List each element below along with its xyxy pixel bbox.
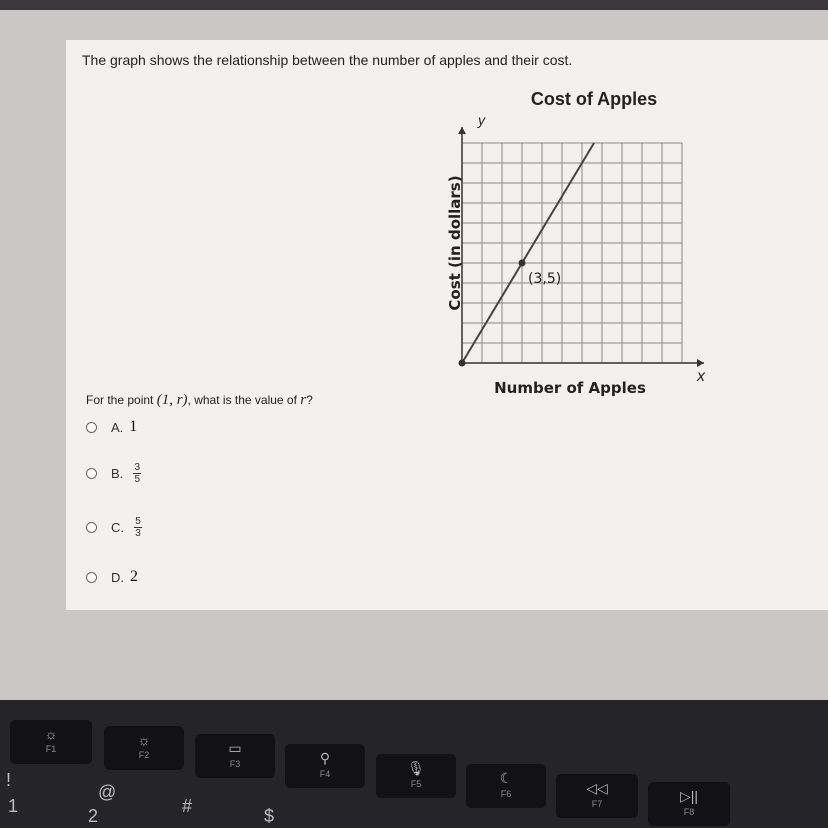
choice-b-fraction bbox=[133, 462, 141, 485]
labeled-point-text: (3,5) bbox=[528, 271, 562, 287]
f6-key[interactable] bbox=[466, 764, 546, 808]
f1-label: F1 bbox=[45, 744, 57, 754]
labeled-point bbox=[519, 260, 526, 267]
microphone-icon: 🎙 bbox=[407, 760, 425, 776]
sub-question-suffix: ? bbox=[306, 393, 313, 407]
x-axis-arrow bbox=[697, 359, 704, 367]
key-1: 1 bbox=[8, 796, 19, 816]
point-expression: (1, r) bbox=[156, 392, 188, 408]
cost-of-apples-chart bbox=[420, 85, 720, 405]
rewind-icon: ◁◁ bbox=[586, 780, 608, 796]
sub-question-prefix: For the point bbox=[86, 393, 154, 407]
choice-b-denominator: 5 bbox=[134, 474, 141, 485]
chart-title: Cost of Apples bbox=[530, 89, 658, 109]
f1-key[interactable] bbox=[10, 720, 92, 764]
y-axis-label: Cost (in dollars) bbox=[446, 175, 464, 311]
choice-d-value: 2 bbox=[130, 568, 138, 585]
f8-key[interactable] bbox=[648, 782, 730, 826]
radio-d[interactable] bbox=[86, 572, 97, 583]
keyboard-area bbox=[0, 700, 828, 828]
choice-c-letter: C. bbox=[111, 520, 124, 535]
top-bar bbox=[0, 0, 828, 10]
x-axis-label: Number of Apples bbox=[494, 379, 646, 397]
choice-d[interactable] bbox=[86, 568, 138, 586]
f3-label: F3 bbox=[229, 759, 241, 769]
sub-question bbox=[86, 392, 313, 409]
f5-key[interactable] bbox=[376, 754, 456, 798]
chart-grid bbox=[462, 143, 682, 363]
origin-point bbox=[459, 360, 466, 367]
choice-c-fraction bbox=[134, 516, 142, 539]
brightness-down-icon: ☼ bbox=[44, 726, 58, 742]
choice-b[interactable] bbox=[86, 462, 141, 485]
key-at: @ bbox=[98, 782, 117, 802]
search-icon: ⚲ bbox=[319, 750, 331, 766]
sub-question-middle: , what is the value of bbox=[187, 393, 297, 407]
variable-r: r bbox=[300, 392, 307, 408]
f3-key[interactable] bbox=[195, 734, 275, 778]
f8-label: F8 bbox=[683, 807, 695, 817]
question-text: The graph shows the relationship between the number of apples and their cost. bbox=[82, 52, 573, 68]
f4-label: F4 bbox=[319, 769, 331, 779]
choice-c[interactable] bbox=[86, 516, 142, 539]
choice-c-numerator: 5 bbox=[135, 516, 141, 527]
choice-a-value: 1 bbox=[129, 418, 138, 435]
radio-c[interactable] bbox=[86, 522, 97, 533]
f7-key[interactable] bbox=[556, 774, 638, 818]
y-axis-letter: y bbox=[478, 112, 485, 128]
key-hash: # bbox=[182, 796, 193, 816]
key-dollar: $ bbox=[264, 806, 275, 826]
f6-label: F6 bbox=[500, 789, 512, 799]
choice-d-letter: D. bbox=[111, 569, 124, 585]
f7-label: F7 bbox=[591, 799, 603, 809]
x-axis-letter: x bbox=[697, 368, 705, 385]
moon-icon: ☾ bbox=[499, 770, 513, 786]
radio-a[interactable] bbox=[86, 422, 97, 433]
brightness-up-icon: ☼ bbox=[137, 732, 151, 748]
key-2: 2 bbox=[88, 806, 99, 826]
mission-control-icon: ▭ bbox=[228, 740, 242, 756]
choice-c-denominator: 3 bbox=[135, 528, 141, 539]
choice-a[interactable] bbox=[86, 418, 137, 436]
choice-b-letter: B. bbox=[111, 466, 124, 481]
f2-label: F2 bbox=[138, 750, 150, 760]
key-exclamation: ! bbox=[6, 770, 12, 790]
choice-b-numerator: 3 bbox=[134, 462, 141, 473]
radio-b[interactable] bbox=[86, 468, 97, 479]
play-pause-icon: ▷|| bbox=[679, 788, 699, 804]
f4-key[interactable] bbox=[285, 744, 365, 788]
f2-key[interactable] bbox=[104, 726, 184, 770]
choice-a-letter: A. bbox=[111, 419, 124, 435]
y-axis-arrow bbox=[458, 127, 466, 134]
f5-label: F5 bbox=[410, 779, 422, 789]
